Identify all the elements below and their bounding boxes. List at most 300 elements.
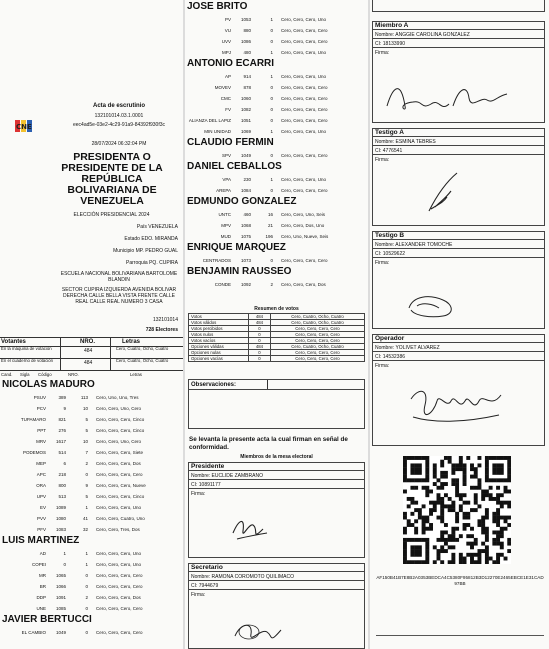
party-votes: 0 — [270, 39, 273, 44]
party-code: 6 — [63, 461, 66, 466]
party-code: 1075 — [240, 234, 251, 239]
party-sigla: MPV — [221, 223, 231, 228]
party-votes: 1 — [270, 129, 273, 134]
cne-logo — [14, 118, 40, 136]
party-sigla: UNE — [36, 606, 46, 611]
party-row — [185, 150, 368, 161]
presidente-box — [188, 462, 365, 558]
party-sigla: MEP — [36, 461, 46, 466]
municipality: Municipio MP. PEDRO GUAL — [113, 248, 178, 254]
party-sigla: AP — [224, 74, 231, 79]
summary-table — [188, 313, 365, 362]
party-code: 1092 — [240, 282, 251, 287]
party-votes: 0 — [270, 118, 273, 123]
party-row — [0, 469, 183, 480]
party-code: 1060 — [240, 96, 251, 101]
summary-letters: Cero, Cero, Cero, Cero — [271, 338, 365, 344]
summary-num: 0 — [249, 350, 271, 356]
party-votes-letters: Cero, Cero, Cero, Cero — [281, 107, 328, 112]
summary-label: Opciones vacías — [189, 356, 249, 362]
party-code: 800 — [58, 483, 66, 488]
party-row — [185, 279, 368, 290]
party-code: 1073 — [240, 258, 251, 263]
miembro-a-role: Miembro A — [373, 22, 544, 30]
party-votes-letters: Cero, Cero, Cero, Cero — [96, 472, 143, 477]
voters-header: Votantes — [1, 339, 26, 345]
secretario-signature — [229, 618, 289, 648]
party-votes: 2 — [85, 595, 88, 600]
school-address: SECTOR CUPIRA IZQUIERDA AVENIDA BOLIVAR DERECHA CALLE BELLA VISTA FRENTE CALLE REAL CALLE REAL NUMERO 3 CASA — [61, 287, 177, 305]
party-votes-letters: Cero, Cero, Cero, Cero — [281, 39, 328, 44]
candidate-name: BENJAMIN RAUSSEO — [187, 266, 292, 277]
party-votes-letters: Cero, Cero, Cero, Cero — [281, 188, 328, 193]
operador-box — [372, 334, 545, 446]
party-votes-letters: Cero, Cero, Cero, Uno — [281, 129, 327, 134]
voters-row-letters: Cero, Cuatro, Ocho, Cuatro — [115, 358, 169, 363]
party-votes-letters: Cero, Cero, Cero, Uno — [96, 551, 142, 556]
party-row — [0, 392, 183, 403]
candidate-name: CLAUDIO FERMIN — [187, 137, 274, 148]
party-votes: 113 — [80, 395, 88, 400]
party-sigla: CENTRADOS — [202, 258, 231, 263]
party-sigla: PCV — [36, 406, 46, 411]
party-row — [0, 581, 183, 592]
party-sigla: UPV — [36, 494, 46, 499]
party-votes-letters: Cero, Cero, Cero, Cinco — [96, 494, 145, 499]
acta-code: 132101014.03.1.0001 — [94, 113, 144, 119]
party-votes: 0 — [270, 188, 273, 193]
party-votes: 10 — [82, 406, 88, 411]
qr-hash: AF150B41B7E8B2A0353BEDCA4C5380F95812B3D12270E2465EBCE1E31CAD97BB — [376, 575, 544, 586]
party-code: 1 — [63, 551, 66, 556]
voters-row-letters: Cero, Cuatro, Ocho, Cuatro — [115, 346, 169, 351]
party-row — [185, 174, 368, 185]
miembro-a-ci: CI: 18133990 — [373, 40, 544, 48]
secretario-box — [188, 563, 365, 649]
party-votes-letters: Cero, Cero, Uno, Cero — [96, 406, 142, 411]
party-row — [0, 603, 183, 614]
observaciones-box — [188, 379, 365, 429]
party-votes: 0 — [85, 472, 88, 477]
party-votes-letters: Cero, Cero, Cero, Cinco — [96, 417, 145, 422]
party-votes: 0 — [270, 85, 273, 90]
party-votes: 2 — [85, 461, 88, 466]
school-name: ESCUELA NACIONAL BOLIVARIANA BARTOLOME BLANDIN — [60, 271, 178, 283]
testigo-b-signature — [403, 292, 463, 322]
party-row — [0, 548, 183, 559]
candidate-name: ENRIQUE MARQUEZ — [187, 242, 286, 253]
party-row — [185, 231, 368, 242]
party-sigla: PSUV — [33, 395, 46, 400]
party-votes-letters: Cero, Cero, Tres, Dos — [96, 527, 140, 532]
summary-label: Votos percibidos — [189, 326, 249, 332]
party-row — [185, 93, 368, 104]
closing-text: Se levanta la presente acta la cual firman en señal de conformidad. — [189, 436, 348, 451]
party-sigla: ALIANZA DEL LAPIZ — [188, 118, 231, 123]
party-votes: 1 — [270, 74, 273, 79]
party-code: 1080 — [55, 516, 66, 521]
party-sigla: MR — [39, 573, 46, 578]
party-row — [0, 458, 183, 469]
party-code: 1082 — [240, 107, 251, 112]
acta-datetime: 28/07/2024 06:32:04 PM — [91, 141, 147, 147]
voters-row-label: En el cuaderno de votación — [1, 358, 54, 363]
party-votes-letters: Cero, Cero, Cero, Uno — [96, 562, 142, 567]
acta-heading: PRESIDENTA O PRESIDENTE DE LA REPÚBLICA BOLIVARIANA DE VENEZUELA — [61, 151, 163, 207]
party-votes-letters: Cero, Cero, Cero, Cero — [281, 96, 328, 101]
party-votes: 1 — [85, 505, 88, 510]
party-row — [0, 403, 183, 414]
party-votes-letters: Cero, Cero, Cero, Dos — [281, 282, 326, 287]
party-sigla: EV — [39, 505, 46, 510]
voters-row-label: En la máquina de votación — [1, 346, 52, 351]
party-code: 1053 — [240, 17, 251, 22]
party-votes-letters: Cero, Cero, Cuatro, Uno — [96, 516, 145, 521]
party-votes: 0 — [270, 153, 273, 158]
voters-row-num: 484 — [84, 348, 93, 354]
observaciones-label: Observaciones: — [191, 382, 237, 388]
summary-num: 484 — [249, 314, 271, 320]
party-code: 1089 — [55, 505, 66, 510]
party-votes-letters: Cero, Cero, Cero, Uno — [281, 177, 327, 182]
operador-firma-label: Firma: — [375, 363, 390, 369]
svg-text:CNE: CNE — [16, 123, 32, 131]
nro-header: NRO. — [80, 339, 95, 345]
party-row — [0, 447, 183, 458]
party-votes: 5 — [85, 428, 88, 433]
top-box — [372, 0, 545, 12]
party-votes: 0 — [270, 107, 273, 112]
summary-letters: Cero, Cero, Cero, Cero — [271, 350, 365, 356]
party-votes: 0 — [270, 96, 273, 101]
testigo-a-role: Testigo A — [373, 129, 544, 137]
qr-code — [403, 456, 511, 564]
party-row — [0, 627, 183, 638]
party-sigla: AREPA — [216, 188, 231, 193]
country: País VENEZUELA — [136, 224, 178, 230]
party-votes-letters: Cero, Cero, Cero, Cero — [281, 153, 328, 158]
testigo-a-firma-label: Firma: — [375, 157, 390, 163]
party-code: 1084 — [240, 188, 251, 193]
party-row — [0, 513, 183, 524]
party-code: 880 — [243, 28, 251, 33]
party-row — [185, 82, 368, 93]
cne-logo-icon — [14, 118, 40, 136]
center-code: 132101014 — [152, 317, 178, 323]
party-code: 1085 — [55, 606, 66, 611]
acta-hash: eec4ad5e-03e2-4c29-91a9-84392f930f3c — [72, 122, 166, 128]
testigo-a-ci: CI: 4776541 — [373, 147, 544, 155]
party-code: 1051 — [240, 118, 251, 123]
candidate-name: EDMUNDO GONZALEZ — [187, 196, 297, 207]
party-row — [185, 25, 368, 36]
party-code: 389 — [58, 395, 66, 400]
voters-table — [0, 337, 183, 371]
party-code: 1617 — [55, 439, 66, 444]
party-sigla: PV — [224, 17, 231, 22]
party-code: 1069 — [240, 129, 251, 134]
testigo-a-name: Nombre: ESMINA TEBRES — [373, 138, 544, 146]
candidate-name: ANTONIO ECARRI — [187, 58, 275, 69]
operador-name: Nombre: YOLIVET ALVAREZ — [373, 344, 544, 352]
party-row — [185, 126, 368, 137]
party-votes-letters: Cero, Cero, Cero, Dos — [96, 461, 141, 466]
testigo-a-signature — [423, 169, 463, 215]
party-sigla: MIN UNIDAD — [204, 129, 231, 134]
party-code: 0 — [63, 562, 66, 567]
party-sigla: CONDE — [214, 282, 231, 287]
party-votes-letters: Cero, Uno, Nueve, Seis — [281, 234, 329, 239]
party-sigla: MUD — [220, 234, 231, 239]
party-code: 1068 — [240, 223, 251, 228]
miembro-a-firma-label: Firma: — [375, 50, 390, 56]
party-row — [0, 502, 183, 513]
party-votes: 2 — [270, 282, 273, 287]
summary-num: 484 — [249, 344, 271, 350]
summary-num: 484 — [249, 320, 271, 326]
party-votes: 5 — [85, 417, 88, 422]
summary-label: Opciones nulas — [189, 350, 249, 356]
party-sigla: EL CAMBIO — [21, 630, 46, 635]
party-votes-letters: Cero, Cero, Cero, Dos — [96, 595, 141, 600]
party-row — [0, 491, 183, 502]
summary-letters: Cero, Cero, Cero, Cero — [271, 356, 365, 362]
summary-num: 0 — [249, 332, 271, 338]
party-code: 1065 — [55, 573, 66, 578]
summary-num: 0 — [249, 326, 271, 332]
party-sigla: FV — [225, 107, 231, 112]
party-code: 514 — [58, 450, 66, 455]
party-sigla: CMC — [220, 96, 231, 101]
party-code: 460 — [243, 212, 251, 217]
party-sigla: DDP — [36, 595, 46, 600]
party-votes-letters: Cero, Cero, Cero, Uno — [281, 74, 327, 79]
party-votes-letters: Cero, Cero, Cero, Uno — [281, 17, 327, 22]
party-votes: 5 — [85, 494, 88, 499]
party-code: 218 — [58, 472, 66, 477]
party-votes-letters: Cero, Cero, Uno, Cero — [96, 439, 142, 444]
secretario-firma-label: Firma: — [191, 592, 206, 598]
testigo-b-box — [372, 231, 545, 329]
summary-letters: Cero, Cuatro, Ocho, Cuatro — [271, 320, 365, 326]
party-sigla: PPT — [37, 428, 46, 433]
electors-count: 728 Electores — [145, 327, 178, 333]
acta-title: Acta de escrutinio — [92, 103, 145, 109]
candidate-name: JOSE BRITO — [187, 1, 248, 12]
party-sigla: PVV — [36, 516, 46, 521]
party-code: 1086 — [240, 39, 251, 44]
letters-header: Letras — [122, 339, 141, 345]
operador-ci: CI: 14532386 — [373, 353, 544, 361]
party-sigla: MRV — [36, 439, 46, 444]
party-row — [185, 104, 368, 115]
party-row — [0, 414, 183, 425]
summary-letters: Cero, Cero, Cero, Cero — [271, 332, 365, 338]
testigo-b-name: Nombre: ALEXANDER TOMOCHE — [373, 241, 544, 249]
summary-num: 0 — [249, 356, 271, 362]
party-votes: 0 — [270, 258, 273, 263]
party-row — [185, 71, 368, 82]
presidente-firma-label: Firma: — [191, 491, 206, 497]
summary-letters: Cero, Cero, Cero, Cero — [271, 326, 365, 332]
party-votes-letters: Cero, Cero, Cero, Nueve — [96, 483, 146, 488]
party-code: 821 — [58, 417, 66, 422]
party-row — [0, 524, 183, 535]
party-votes: 1 — [270, 17, 273, 22]
party-votes: 0 — [85, 584, 88, 589]
party-votes: 1 — [270, 50, 273, 55]
party-sigla: ORA — [36, 483, 46, 488]
presidente-name: Nombre: EUCLIDE ZAMBRANO — [189, 472, 364, 480]
miembro-a-box — [372, 21, 545, 123]
presidente-signature — [229, 511, 271, 547]
party-sigla: PFV — [37, 527, 46, 532]
party-row — [0, 592, 183, 603]
party-code: 1083 — [55, 527, 66, 532]
party-code: 1091 — [55, 595, 66, 600]
party-sigla: APC — [36, 472, 46, 477]
party-row — [185, 36, 368, 47]
voters-row-num: 484 — [84, 360, 93, 366]
party-code: 1049 — [55, 630, 66, 635]
party-code: 276 — [58, 428, 66, 433]
miembro-a-signature — [383, 76, 513, 120]
election-name: ELECCIÓN PRESIDENCIAL 2024 — [73, 212, 150, 218]
party-votes: 0 — [270, 28, 273, 33]
summary-label: Opciones válidas — [189, 344, 249, 350]
party-row — [185, 115, 368, 126]
party-votes: 196 — [265, 234, 273, 239]
party-sigla: TUPAMARO — [20, 417, 46, 422]
party-code: 1066 — [55, 584, 66, 589]
party-votes-letters: Cero, Uno, Uno, Tres — [96, 395, 139, 400]
party-code: 9 — [63, 406, 66, 411]
summary-label: Votos válidos — [189, 320, 249, 326]
party-votes: 16 — [267, 212, 273, 217]
party-sigla: VPA — [222, 177, 231, 182]
acta-right-panel — [370, 0, 549, 649]
summary-label: Votos nulos — [189, 332, 249, 338]
candidate-name: LUIS MARTINEZ — [2, 535, 80, 546]
party-row — [0, 436, 183, 447]
summary-label: Votos vacíos — [189, 338, 249, 344]
party-votes: 7 — [85, 450, 88, 455]
party-row — [185, 209, 368, 220]
summary-row — [189, 356, 365, 362]
candidate-name: DANIEL CEBALLOS — [187, 161, 282, 172]
party-votes-letters: Cero, Cero, Cero, Cero — [281, 85, 328, 90]
party-votes-letters: Cero, Cero, Dos, Uno — [281, 223, 325, 228]
party-sigla: SPV — [221, 153, 231, 158]
party-votes-letters: Cero, Cero, Cero, Cero — [96, 630, 143, 635]
party-votes: 1 — [85, 562, 88, 567]
party-row — [0, 570, 183, 581]
party-votes: 41 — [82, 516, 88, 521]
party-row — [0, 425, 183, 436]
party-sigla: VU — [224, 28, 231, 33]
party-code: 1049 — [240, 153, 251, 158]
party-votes-letters: Cero, Cero, Cero, Uno — [281, 50, 327, 55]
party-row — [0, 480, 183, 491]
presidente-role: Presidente — [189, 463, 364, 471]
party-votes: 1 — [270, 177, 273, 182]
acta-middle-panel — [185, 0, 368, 649]
party-votes-letters: Cero, Cero, Cero, Cero — [281, 258, 328, 263]
parish: Parroquia PQ. CUPIRA — [126, 260, 178, 266]
party-votes-letters: Cero, Cero, Cero, Cinco — [96, 428, 145, 433]
summary-label: Votos — [189, 314, 249, 320]
members-title: Miembros de la mesa electoral — [240, 454, 313, 460]
summary-letters: Cero, Cuatro, Ocho, Cuatro — [271, 344, 365, 350]
party-votes: 21 — [267, 223, 273, 228]
operador-signature — [403, 379, 513, 439]
operador-role: Operador — [373, 335, 544, 343]
party-code: 878 — [243, 85, 251, 90]
party-sigla: COPEI — [31, 562, 46, 567]
secretario-name: Nombre: RAMONA COROMOTO QUILIMACO — [189, 573, 364, 581]
party-sigla: AD — [39, 551, 46, 556]
party-sigla: MPJ — [222, 50, 231, 55]
candidate-name: JAVIER BERTUCCI — [2, 614, 92, 625]
summary-title: Resumen de votos — [254, 306, 299, 312]
party-votes-letters: Cero, Cero, Uno, Seis — [281, 212, 326, 217]
party-sigla: BR — [39, 584, 46, 589]
testigo-b-ci: CI: 10529622 — [373, 250, 544, 258]
testigo-a-box — [372, 128, 545, 226]
state: Estado EDO. MIRANDA — [124, 236, 178, 242]
candidates-subheader: Cand. Sigla Código NRO. Letras — [1, 372, 142, 377]
testigo-b-firma-label: Firma: — [375, 260, 390, 266]
party-votes-letters: Cero, Cero, Cero, Uno — [96, 505, 142, 510]
party-votes-letters: Cero, Cero, Cero, Cero — [281, 118, 328, 123]
party-votes: 0 — [85, 606, 88, 611]
party-row — [185, 47, 368, 58]
summary-letters: Cero, Cuatro, Ocho, Cuatro — [271, 314, 365, 320]
party-code: 480 — [243, 50, 251, 55]
party-votes: 1 — [85, 551, 88, 556]
party-votes-letters: Cero, Cero, Cero, Cero — [281, 28, 328, 33]
party-votes: 9 — [85, 483, 88, 488]
summary-num: 0 — [249, 338, 271, 344]
party-sigla: MOVEV — [214, 85, 231, 90]
party-votes-letters: Cero, Cero, Cero, Cero — [96, 606, 143, 611]
party-row — [185, 255, 368, 266]
party-row — [0, 559, 183, 570]
party-sigla: PODEMOS — [22, 450, 46, 455]
secretario-ci: CI: 7944679 — [189, 582, 364, 590]
party-code: 230 — [243, 177, 251, 182]
secretario-role: Secretario — [189, 564, 364, 572]
party-votes: 32 — [82, 527, 88, 532]
party-votes: 0 — [85, 630, 88, 635]
party-votes-letters: Cero, Cero, Cero, Siete — [96, 450, 144, 455]
party-row — [185, 220, 368, 231]
party-row — [185, 185, 368, 196]
party-votes-letters: Cero, Cero, Cero, Cero — [96, 584, 143, 589]
candidate-name: NICOLAS MADURO — [2, 379, 95, 390]
party-code: 513 — [58, 494, 66, 499]
party-code: 914 — [243, 74, 251, 79]
party-votes-letters: Cero, Cero, Cero, Cero — [96, 573, 143, 578]
party-votes: 0 — [85, 573, 88, 578]
party-votes: 10 — [82, 439, 88, 444]
testigo-b-role: Testigo B — [373, 232, 544, 240]
party-sigla: UVV — [221, 39, 231, 44]
party-sigla: UNTC — [218, 212, 231, 217]
miembro-a-name: Nombre: ANGGIE CAROLINA GONZALEZ — [373, 31, 544, 39]
party-row — [185, 14, 368, 25]
qr-code-icon — [403, 456, 511, 564]
